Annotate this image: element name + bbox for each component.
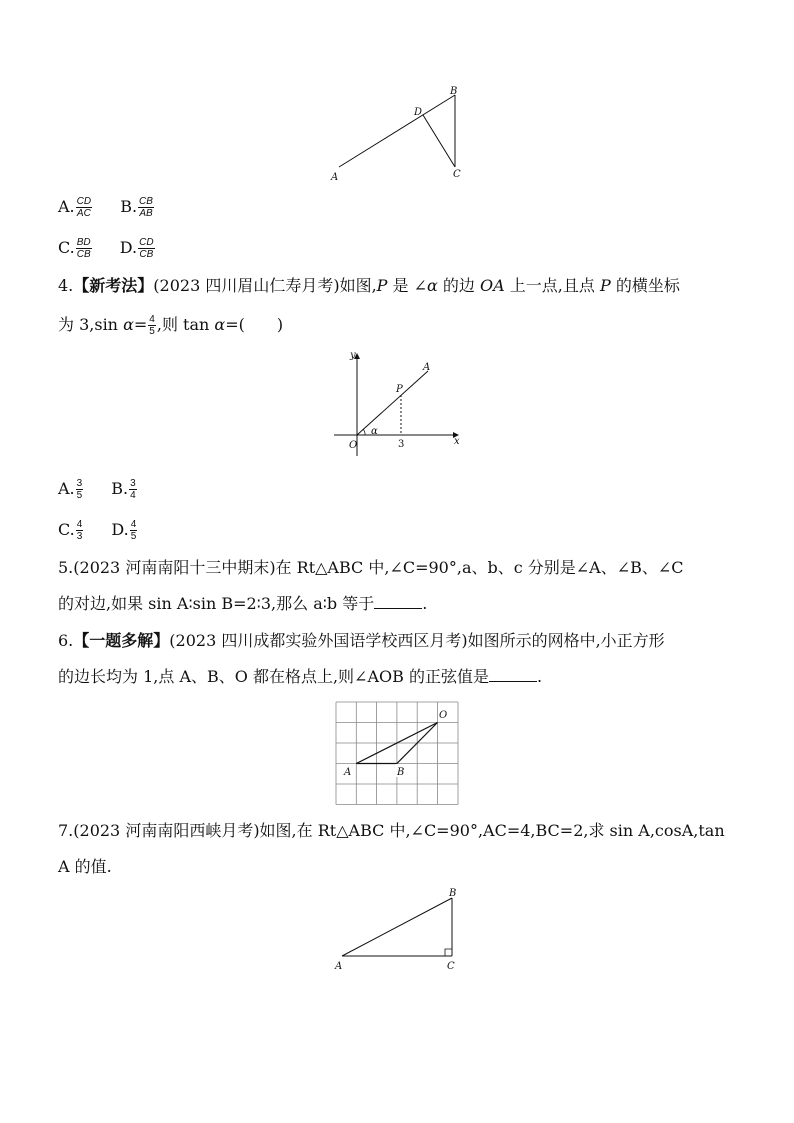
fraction-denominator: 5 <box>149 326 155 337</box>
q4-text: 为 3,sin <box>58 315 124 334</box>
label-a: A <box>344 767 352 778</box>
q7-line2: A 的值. <box>58 857 112 876</box>
q3-option-a[interactable] <box>58 196 93 219</box>
ray-oa <box>357 371 428 435</box>
segment-ab <box>339 95 455 167</box>
label-x: x <box>454 436 460 447</box>
question-tag: 【一题多解】 <box>73 631 170 650</box>
var-p: P <box>376 276 388 295</box>
q4-text: (2023 四川眉山仁寿月考)如图, <box>153 276 377 295</box>
right-angle-mark <box>445 949 452 956</box>
q4-text: ,则 tan <box>156 315 215 334</box>
label-a: A <box>331 172 339 183</box>
label-d: D <box>414 107 423 118</box>
q4-line1 <box>58 276 680 296</box>
q4-option-b[interactable] <box>111 478 137 501</box>
answer-blank[interactable] <box>374 594 422 609</box>
label-y: y <box>350 350 356 361</box>
q3-option-c[interactable] <box>58 237 93 260</box>
question-number: 4. <box>58 276 74 295</box>
angle-arc <box>363 429 365 435</box>
label-o: O <box>439 710 448 721</box>
q5-line1: 5.(2023 河南南阳十三中期末)在 Rt△ABC 中,∠C=90°,a、b、c 分别是∠A、∠B、∠C <box>58 558 684 577</box>
q3-options-row1 <box>58 196 155 219</box>
fraction-numerator: 4 <box>149 314 155 325</box>
fraction-numerator: 3 <box>76 478 83 489</box>
q4-text: 的边 <box>437 276 481 295</box>
option-letter: C. <box>58 238 75 257</box>
q4-option-d[interactable] <box>111 519 138 542</box>
var-p: P <box>599 276 611 295</box>
option-letter: B. <box>120 197 138 216</box>
q6-line2 <box>58 667 542 687</box>
right-triangle-figure <box>330 885 465 975</box>
option-letter: A. <box>58 197 75 216</box>
q3-option-d[interactable] <box>119 237 156 260</box>
fraction-denominator: AC <box>76 208 91 219</box>
q6-text: . <box>536 667 543 686</box>
answer-blank[interactable] <box>489 667 537 682</box>
q4-line2 <box>58 314 283 337</box>
label-c: C <box>453 169 461 180</box>
q7-line1: 7.(2023 河南南阳西峡月考)如图,在 Rt△ABC 中,∠C=90°,AC=4,BC=2,求 sin A,cosA,tan <box>58 821 725 840</box>
q5-line2 <box>58 594 427 614</box>
label-c: C <box>447 961 455 972</box>
fraction-denominator: AB <box>139 208 153 219</box>
fraction-numerator: BD <box>76 237 91 248</box>
var-alpha: α <box>427 276 438 295</box>
q4-option-a[interactable] <box>58 478 84 501</box>
q4-option-c[interactable] <box>58 519 84 542</box>
option-letter: A. <box>58 479 75 498</box>
label-three: 3 <box>398 439 405 450</box>
q4-text: =( ) <box>225 315 284 334</box>
triangle-abcd-figure <box>325 85 470 185</box>
q6-text: (2023 四川成都实验外国语学校西区月考)如图所示的网格中,小正方形 <box>169 631 665 650</box>
q4-text: 上一点,且点 <box>504 276 600 295</box>
option-letter: C. <box>58 520 75 539</box>
fraction-denominator: 5 <box>76 490 83 501</box>
fraction-numerator: CD <box>139 237 154 248</box>
coordinate-figure <box>330 348 465 458</box>
fraction-numerator: 3 <box>130 478 136 489</box>
q4-options-row2 <box>58 519 138 542</box>
segment-ab <box>342 898 452 956</box>
var-oa: OA <box>480 276 505 295</box>
label-alpha: α <box>371 426 378 437</box>
q4-text: 是 ∠ <box>387 276 428 295</box>
q3-option-b[interactable] <box>120 196 155 219</box>
q5-text: . <box>422 594 428 613</box>
fraction-denominator: CB <box>76 249 91 260</box>
fraction-numerator: CD <box>76 196 92 207</box>
label-a: A <box>423 362 431 373</box>
option-letter: D. <box>111 520 129 539</box>
grid-figure <box>334 700 462 808</box>
fraction-denominator: 5 <box>130 531 137 542</box>
q4-options-row1 <box>58 478 138 501</box>
label-o: O <box>349 440 358 451</box>
q6-line1 <box>58 631 665 651</box>
fraction-denominator: 3 <box>76 531 83 542</box>
fraction-numerator: CB <box>139 196 153 207</box>
fraction-denominator: 4 <box>130 490 136 501</box>
var-alpha: α <box>214 315 226 334</box>
label-b: B <box>397 767 405 778</box>
label-p: P <box>396 384 403 395</box>
option-letter: D. <box>119 238 138 257</box>
q4-text: = <box>133 315 148 334</box>
question-number: 6. <box>58 631 74 650</box>
option-letter: B. <box>111 479 129 498</box>
label-a: A <box>335 961 343 972</box>
q5-text: 的对边,如果 sin A∶sin B=2∶3,那么 a∶b 等于 <box>58 594 375 613</box>
label-b: B <box>449 888 457 899</box>
q4-text: 的横坐标 <box>610 276 680 295</box>
fraction-denominator: CB <box>139 249 154 260</box>
fraction-numerator: 4 <box>130 519 137 530</box>
q3-options-row2 <box>58 237 156 260</box>
var-alpha: α <box>123 315 134 334</box>
fraction-numerator: 4 <box>76 519 83 530</box>
q6-text: 的边长均为 1,点 A、B、O 都在格点上,则∠AOB 的正弦值是 <box>58 667 489 686</box>
label-b: B <box>450 86 458 97</box>
segment-dc <box>423 115 455 167</box>
question-tag: 【新考法】 <box>73 276 154 295</box>
